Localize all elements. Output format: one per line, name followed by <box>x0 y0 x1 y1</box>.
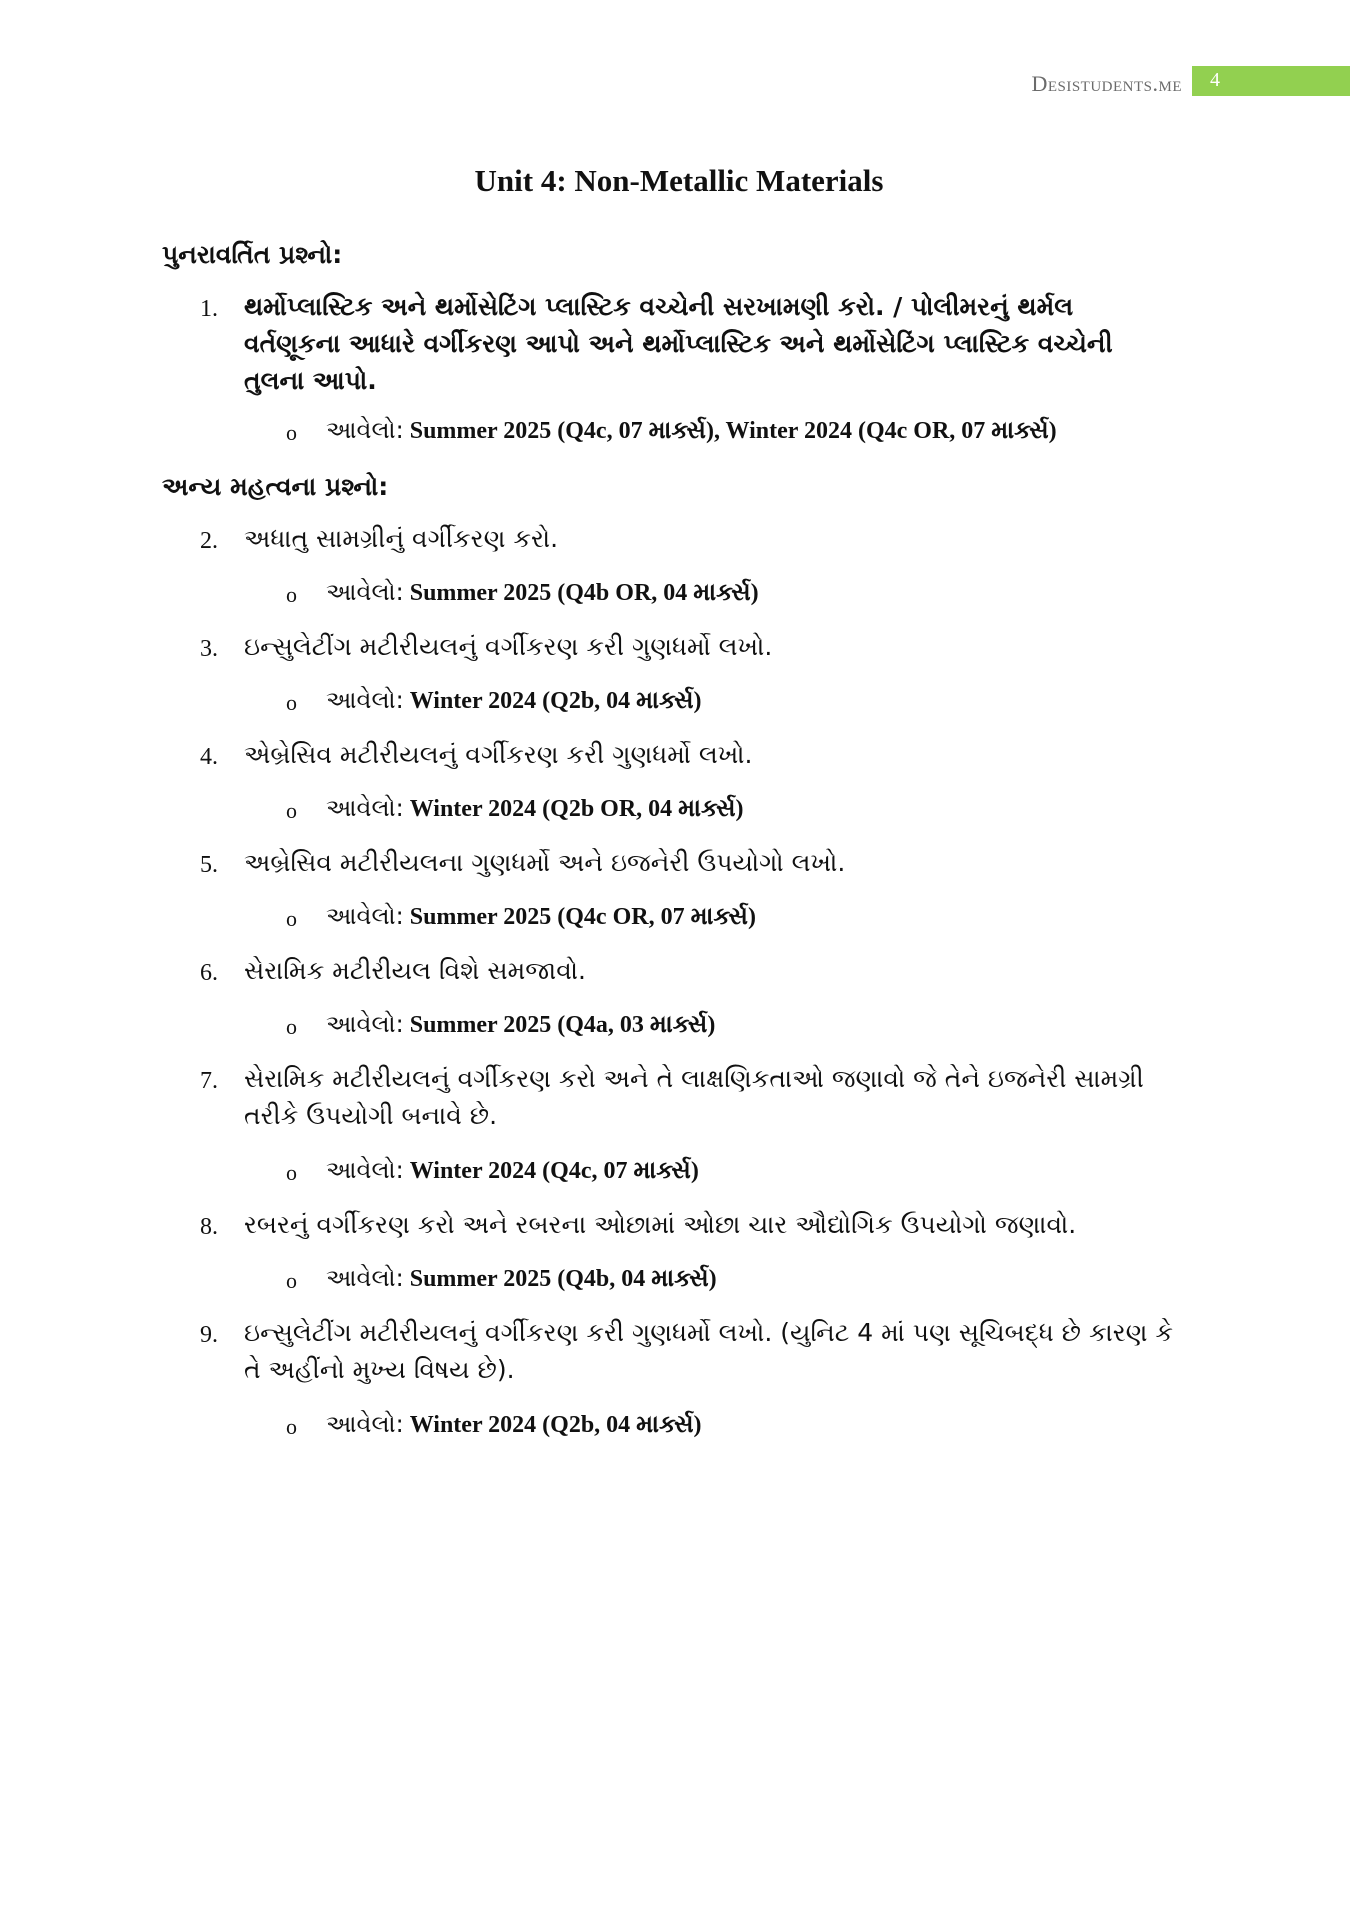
question-source <box>326 794 744 823</box>
section-heading-other: અન્ય મહત્વના પ્રશ્નો: <box>162 472 389 501</box>
bullet-marker: o <box>286 420 297 445</box>
question-text: સેરામિક મટીરીયલનું વર્ગીકરણ કરો અને તે લાક્ષણિકતાઓ જણાવો જે તેને ઇજનેરી સામગ્રી તરીકે ઉપયોગી બનાવે છે. <box>244 1064 1144 1130</box>
source-detail: Winter 2024 (Q2b OR, 04 માર્ક્સ) <box>409 796 744 822</box>
question-text: સેરામિક મટીરીયલ વિશે સમજાવો. <box>244 956 586 985</box>
question-number: 1. <box>200 296 218 322</box>
bullet-marker: o <box>286 1414 297 1439</box>
source-detail: Summer 2025 (Q4c, 07 માર્ક્સ), Winter 2024 (Q4c OR, 07 માર્ક્સ) <box>409 418 1057 444</box>
question-number: 3. <box>200 636 218 662</box>
question-text: થર્મોપ્લાસ્ટિક અને થર્મોસેટિંગ પ્લાસ્ટિક વચ્ચેની સરખામણી કરો. / પોલીમરનું થર્મલ વર્તણૂકના આધારે વર્ગીકરણ આપો અને થર્મોપ્લાસ્ટિક અને થર્મોસેટિંગ પ્લાસ્ટિક વચ્ચેની તુલના આપો. <box>244 292 1113 395</box>
bullet-marker: o <box>286 906 297 931</box>
question-text: એબ્રેસિવ મટીરીયલનું વર્ગીકરણ કરી ગુણધર્મો લખો. <box>244 740 753 769</box>
source-detail: Winter 2024 (Q4c, 07 માર્ક્સ) <box>409 1158 699 1184</box>
source-detail: Summer 2025 (Q4c OR, 07 માર્ક્સ) <box>409 904 756 930</box>
document-title: Unit 4: Non-Metallic Materials <box>474 163 884 198</box>
source-prefix: આવેલો: <box>326 416 404 444</box>
source-prefix: આવેલો: <box>326 1410 404 1438</box>
source-prefix: આવેલો: <box>326 1264 404 1292</box>
question-text: રબરનું વર્ગીકરણ કરો અને રબરના ઓછામાં ઓછા ચાર ઔદ્યોગિક ઉપયોગો જણાવો. <box>244 1210 1077 1239</box>
question-number: 6. <box>200 960 218 986</box>
source-prefix: આવેલો: <box>326 1156 404 1184</box>
source-prefix: આવેલો: <box>326 902 404 930</box>
bullet-marker: o <box>286 582 297 607</box>
question-text: અધાતુ સામગ્રીનું વર્ગીકરણ કરો. <box>244 524 559 553</box>
bullet-marker: o <box>286 798 297 823</box>
question-number: 2. <box>200 528 218 554</box>
question-text: ઇન્સુલેટીંગ મટીરીયલનું વર્ગીકરણ કરી ગુણધર્મો લખો. (યુનિટ 4 માં પણ સૂચિબદ્ધ છે કારણ કે તે અહીંનો મુખ્ય વિષય છે). <box>244 1318 1174 1384</box>
question-source <box>326 578 759 607</box>
question-number: 5. <box>200 852 218 878</box>
question-number: 9. <box>200 1322 218 1348</box>
site-name: Desistudents.me <box>1031 71 1182 96</box>
page-header <box>0 64 1358 98</box>
source-detail: Winter 2024 (Q2b, 04 માર્ક્સ) <box>409 688 702 714</box>
source-detail: Winter 2024 (Q2b, 04 માર્ક્સ) <box>409 1412 702 1438</box>
question-source <box>326 1156 699 1185</box>
bullet-marker: o <box>286 1014 297 1039</box>
question-source <box>326 1264 717 1293</box>
source-prefix: આવેલો: <box>326 578 404 606</box>
question-source <box>326 1010 715 1039</box>
question-text: ઇન્સુલેટીંગ મટીરીયલનું વર્ગીકરણ કરી ગુણધર્મો લખો. <box>244 632 773 661</box>
question-source <box>326 416 1057 445</box>
source-prefix: આવેલો: <box>326 794 404 822</box>
source-detail: Summer 2025 (Q4b, 04 માર્ક્સ) <box>409 1266 717 1292</box>
source-prefix: આવેલો: <box>326 1010 404 1038</box>
source-detail: Summer 2025 (Q4b OR, 04 માર્ક્સ) <box>409 580 759 606</box>
question-number: 4. <box>200 744 218 770</box>
bullet-marker: o <box>286 1160 297 1185</box>
bullet-marker: o <box>286 690 297 715</box>
source-prefix: આવેલો: <box>326 686 404 714</box>
section-heading-repeated: પુનરાવર્તિત પ્રશ્નો: <box>162 240 343 269</box>
bullet-marker: o <box>286 1268 297 1293</box>
question-number: 8. <box>200 1214 218 1240</box>
page-number: 4 <box>1210 69 1220 91</box>
question-source <box>326 686 702 715</box>
question-number: 7. <box>200 1068 218 1094</box>
question-source <box>326 1410 702 1439</box>
page-number-box <box>1192 66 1350 96</box>
question-source <box>326 902 756 931</box>
source-detail: Summer 2025 (Q4a, 03 માર્ક્સ) <box>409 1012 716 1038</box>
question-text: અબ્રેસિવ મટીરીયલના ગુણધર્મો અને ઇજનેરી ઉપયોગો લખો. <box>244 848 846 877</box>
